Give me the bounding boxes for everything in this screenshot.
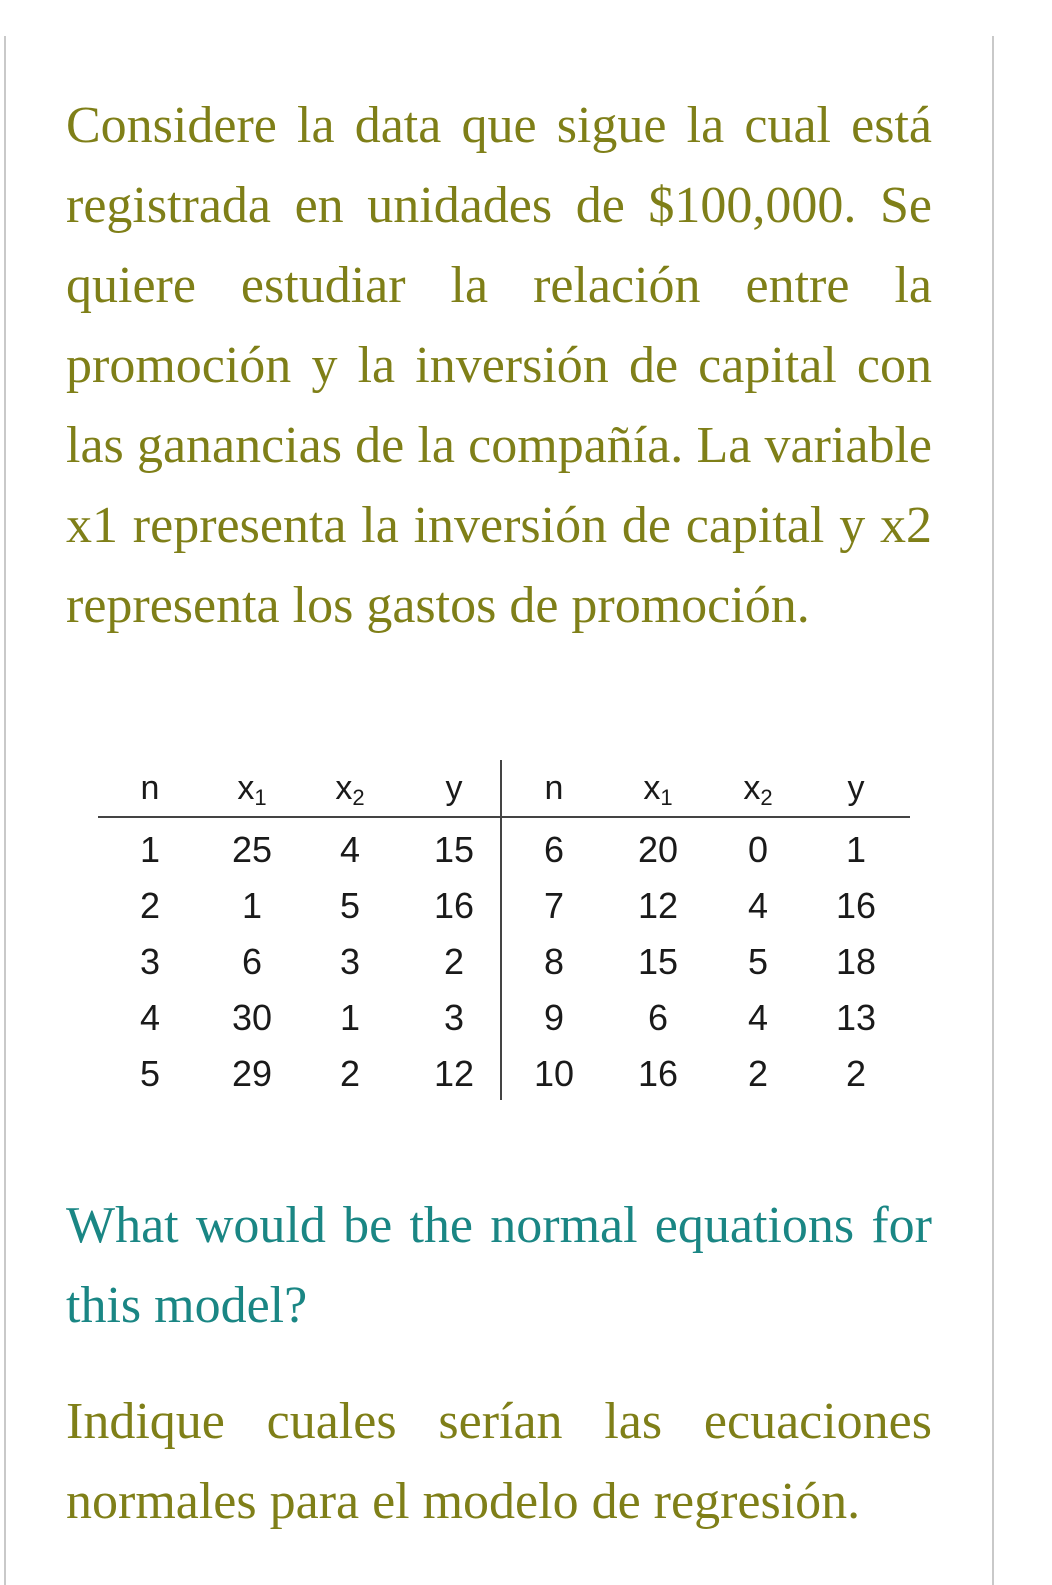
table-cell: 2: [845, 1053, 867, 1094]
table-cell: 8: [543, 941, 565, 982]
data-table: [98, 760, 910, 1102]
table-cell: 15: [637, 941, 679, 982]
table-cell: 16: [433, 885, 475, 926]
table-cell: 9: [543, 997, 565, 1038]
table-cell: 4: [139, 997, 161, 1038]
table-cell: 1: [339, 997, 361, 1038]
table-cell: 15: [433, 829, 475, 870]
table-cell: 12: [433, 1053, 475, 1094]
table-cell: 4: [747, 885, 769, 926]
table-cell: 2: [443, 941, 465, 982]
table-cell: 16: [637, 1053, 679, 1094]
table-cell: 2: [339, 1053, 361, 1094]
table-cell: 10: [533, 1053, 575, 1094]
table-cell: 12: [637, 885, 679, 926]
table-cell: 3: [339, 941, 361, 982]
table-cell: 1: [139, 829, 161, 870]
table-header-cell: n: [140, 769, 160, 807]
table-cell: 5: [339, 885, 361, 926]
table-cell: 3: [443, 997, 465, 1038]
table-cell: 1: [241, 885, 263, 926]
table-cell: 6: [543, 829, 565, 870]
table-cell: 30: [231, 997, 273, 1038]
question-en: What would be the normal equations for this model?: [66, 1197, 932, 1334]
table-header-cell: y: [445, 769, 463, 807]
table-cell: 25: [231, 829, 273, 870]
table-cell: 20: [637, 829, 679, 870]
table-cell: 0: [747, 829, 769, 870]
table-cell: 7: [543, 885, 565, 926]
table-cell: 18: [835, 941, 877, 982]
table-header-cell: $x_1$: [643, 769, 673, 810]
table-header-cell: y: [847, 769, 865, 807]
question-es: Indique cuales serían las ecuaciones normales para el modelo de regresión.: [66, 1393, 932, 1530]
table-divider: [500, 760, 502, 1100]
problem-intro-es: Considere la data que sigue la cual está registrada en unidades de $100,000. Se quiere estudiar la relación entre la promoción y la inversión de capital con las ganancias de la compañía. La variable x1 representa la inversión de capital y x2 representa los gastos de promoción.: [66, 97, 932, 634]
table-header-cell: $x_2$: [335, 769, 365, 810]
table-cell: 5: [139, 1053, 161, 1094]
table-cell: 13: [835, 997, 877, 1038]
table-cell: 3: [139, 941, 161, 982]
table-cell: 5: [747, 941, 769, 982]
table-cell: 4: [339, 829, 361, 870]
table-cell: 6: [241, 941, 263, 982]
table-cell: 29: [231, 1053, 273, 1094]
table-cell: 16: [835, 885, 877, 926]
table-cell: 2: [139, 885, 161, 926]
table-cell: 6: [647, 997, 669, 1038]
table-cell: 1: [845, 829, 867, 870]
table-cell: 2: [747, 1053, 769, 1094]
table-header-cell: $x_2$: [743, 769, 773, 810]
table-header-cell: n: [544, 769, 564, 807]
table-header-cell: $x_1$: [237, 769, 267, 810]
table-cell: 4: [747, 997, 769, 1038]
